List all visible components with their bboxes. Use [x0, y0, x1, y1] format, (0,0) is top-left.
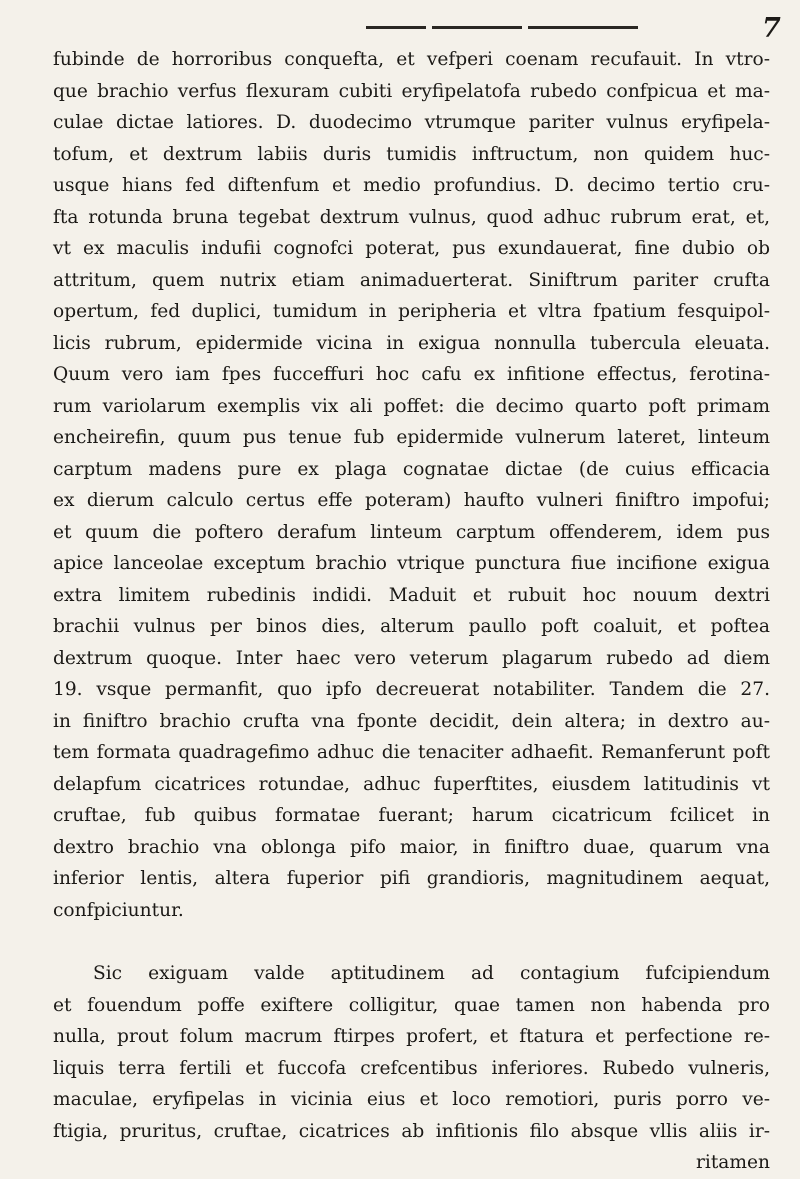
- text-line: extra limitem rubedinis indidi. Maduit et rubuit hoc nouum dextri: [53, 584, 770, 606]
- text-line: ex dierum calculo certus effe poteram) haufto vulneri finiftro impofui;: [53, 490, 770, 511]
- text-line: opertum, fed duplici, tumidum in peripheria et vltra fpatium fesquipol-: [53, 301, 770, 322]
- paragraph-2: [53, 958, 770, 1147]
- text-line: ftigia, pruritus, cruftae, cicatrices ab infitionis filo absque vllis aliis ir-: [53, 1120, 770, 1142]
- text-line: brachii vulnus per binos dies, alterum paullo poft coaluit, et poftea: [53, 616, 770, 637]
- text-line: que brachio verfus flexuram cubiti eryfipelatofa rubedo confpicua et ma-: [53, 80, 770, 102]
- text-line: nulla, prout folum macrum ftirpes profert, et ftatura et perfectione re-: [53, 1026, 770, 1047]
- text-line: delapfum cicatrices rotundae, adhuc fuperftites, eiusdem latitudinis vt: [53, 773, 770, 795]
- text-line: vt ex maculis indufii cognofci poterat, pus exundauerat, fine dubio ob: [53, 238, 770, 259]
- rule-segment: [366, 26, 426, 29]
- text-line: fubinde de horroribus conquefta, et vefperi coenam recufauit. In vtro-: [53, 49, 770, 70]
- text-line: inferior lentis, altera fuperior pifi grandioris, magnitudinem aequat,: [53, 868, 770, 889]
- text-line: carptum madens pure ex plaga cognatae dictae (de cuius efficacia: [53, 458, 770, 480]
- rule-segment: [528, 26, 638, 29]
- paragraph-1: [53, 44, 770, 926]
- text-line: tem formata quadragefimo adhuc die tenaciter adhaefit. Remanferunt poft: [53, 742, 770, 763]
- rule-segment: [432, 26, 522, 29]
- text-line: dextro brachio vna oblonga pifo maior, in finiftro duae, quarum vna: [53, 836, 770, 858]
- body-text: [53, 44, 770, 1179]
- text-line: Quum vero iam fpes fucceffuri hoc cafu ex infitione effectus, ferotina-: [53, 364, 770, 385]
- page-number: 7: [762, 13, 781, 44]
- catchword: ritamen: [695, 1152, 770, 1173]
- paragraph-gap: [53, 926, 770, 958]
- text-line: dextrum quoque. Inter haec vero veterum plagarum rubedo ad diem: [53, 647, 770, 669]
- text-line: liquis terra fertili et fuccofa crefcentibus inferiores. Rubedo vulneris,: [53, 1057, 770, 1079]
- text-line: 19. vsque permanfit, quo ipfo decreuerat notabiliter. Tandem die 27.: [53, 679, 770, 700]
- text-line: et fouendum poffe exiftere colligitur, quae tamen non habenda pro: [53, 994, 770, 1016]
- text-line: rum variolarum exemplis vix ali poffet: die decimo quarto poft primam: [53, 395, 770, 417]
- text-line: culae dictae latiores. D. duodecimo vtrumque pariter vulnus eryfipela-: [53, 112, 770, 133]
- text-line: et quum die poftero derafum linteum carptum offenderem, idem pus: [53, 521, 770, 543]
- text-line: encheirefin, quum pus tenue fub epidermide vulnerum lateret, linteum: [53, 427, 770, 448]
- text-line: confpiciuntur.: [53, 899, 184, 921]
- text-line: maculae, eryfipelas in vicinia eius et loco remotiori, puris porro ve-: [53, 1089, 770, 1110]
- text-line: in finiftro brachio crufta vna fponte decidit, dein altera; in dextro au-: [53, 710, 770, 732]
- header-rule-ornament: [366, 24, 638, 32]
- text-line: apice lanceolae exceptum brachio vtrique punctura fiue incifione exigua: [53, 553, 770, 574]
- text-line: cruftae, fub quibus formatae fuerant; harum cicatricum fcilicet in: [53, 805, 770, 826]
- text-line: usque hians fed diftenfum et medio profundius. D. decimo tertio cru-: [53, 175, 770, 196]
- text-line: fta rotunda bruna tegebat dextrum vulnus, quod adhuc rubrum erat, et,: [53, 206, 770, 228]
- text-line: attritum, quem nutrix etiam animaduerterat. Siniftrum pariter crufta: [53, 269, 770, 291]
- text-line: licis rubrum, epidermide vicina in exigua nonnulla tubercula eleuata.: [53, 332, 770, 354]
- text-line: tofum, et dextrum labiis duris tumidis inftructum, non quidem huc-: [53, 143, 770, 165]
- text-line: Sic exiguam valde aptitudinem ad contagium fufcipiendum: [93, 963, 770, 984]
